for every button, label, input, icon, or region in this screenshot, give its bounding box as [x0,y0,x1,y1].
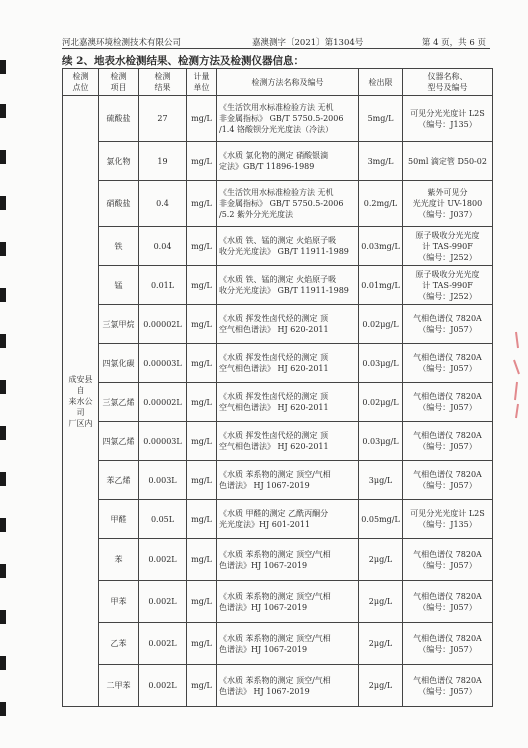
cell-method: 《水质 铁、锰的测定 火焰原子吸 收分光光度法》 GB/T 11911-1989 [217,266,359,305]
cell-instrument: 原子吸收分光光度 计 TAS-990F （编号：J252） [403,266,493,305]
cell-method: 《水质 甲醛的测定 乙酰丙酮分 光光度法》HJ 601-2011 [217,500,359,539]
cell-instrument: 气相色谱仪 7820A （编号：J057） [403,305,493,344]
table-row [63,461,493,500]
cell-method: 《水质 苯系物的测定 顶空/气相 色谱法》 HJ 1067-2019 [217,461,359,500]
cell-instrument: 气相色谱仪 7820A （编号：J057） [403,461,493,500]
cell-limit: 0.02μg/L [359,383,403,422]
cell-limit: 0.03mg/L [359,227,403,266]
cell-item: 硝酸盐 [99,181,139,227]
cell-limit: 0.03μg/L [359,422,403,461]
cell-method: 《水质 苯系物的测定 顶空/气相 色谱法》HJ 1067-2019 [217,539,359,581]
cell-unit: mg/L [187,500,217,539]
table-row [63,623,493,665]
cell-result: 0.01L [139,266,187,305]
header-instrument: 仪器名称、 型号及编号 [403,69,493,96]
cell-unit: mg/L [187,266,217,305]
cell-unit: mg/L [187,581,217,623]
cell-unit: mg/L [187,96,217,142]
cell-result: 0.002L [139,581,187,623]
cell-limit: 3μg/L [359,461,403,500]
header-method: 检测方法名称及编号 [217,69,359,96]
cell-method: 《水质 氯化物的测定 硝酸银滴 定法》GB/T 11896-1989 [217,142,359,181]
binding-strip [0,0,9,748]
cell-unit: mg/L [187,665,217,707]
header-limit: 检出限 [359,69,403,96]
cell-instrument: 50ml 滴定管 D50-02 [403,142,493,181]
cell-unit: mg/L [187,227,217,266]
cell-instrument: 原子吸收分光光度 计 TAS-990F （编号：J252） [403,227,493,266]
cell-unit: mg/L [187,623,217,665]
report-number: 嘉澳测字〔2021〕第1304号 [252,38,364,48]
cell-limit: 2μg/L [359,539,403,581]
cell-method: 《水质 苯系物的测定 顶空/气相 色谱法》HJ 1067-2019 [217,623,359,665]
cell-unit: mg/L [187,383,217,422]
cell-item: 四氯化碳 [99,344,139,383]
cell-limit: 2μg/L [359,623,403,665]
cell-method: 《水质 铁、锰的测定 火焰原子吸 收分光光度法》 GB/T 11911-1989 [217,227,359,266]
header-location: 检测 点位 [63,69,99,96]
cell-unit: mg/L [187,305,217,344]
cell-instrument: 气相色谱仪 7820A （编号：J057） [403,344,493,383]
cell-item: 苯乙烯 [99,461,139,500]
cell-limit: 0.01mg/L [359,266,403,305]
cell-limit: 0.02μg/L [359,305,403,344]
table-row [63,227,493,266]
cell-instrument: 气相色谱仪 7820A （编号：J057） [403,623,493,665]
cell-limit: 3mg/L [359,142,403,181]
cell-instrument: 可见分光光度计 L2S （编号：J135） [403,500,493,539]
table-row [63,305,493,344]
cell-method: 《水质 苯系物的测定 顶空/气相 色谱法》 HJ 1067-2019 [217,665,359,707]
cell-unit: mg/L [187,142,217,181]
cell-limit: 0.03μg/L [359,344,403,383]
cell-method: 《水质 挥发性卤代烃的测定 顶 空气相色谱法》 HJ 620-2011 [217,422,359,461]
seal-stamp-fragment [508,330,522,420]
cell-item: 甲醛 [99,500,139,539]
table-row [63,383,493,422]
cell-result: 27 [139,96,187,142]
cell-limit: 2μg/L [359,665,403,707]
cell-item: 硫酸盐 [99,96,139,142]
table-row [63,96,493,142]
header-divider [62,48,490,49]
cell-item: 苯 [99,539,139,581]
company-name: 河北嘉澳环境检测技术有限公司 [62,38,182,48]
page-number: 第 4 页，共 6 页 [421,38,486,48]
cell-result: 0.00003L [139,422,187,461]
header-item: 检测 项目 [99,69,139,96]
cell-result: 0.002L [139,623,187,665]
table-row [63,500,493,539]
cell-method: 《水质 挥发性卤代烃的测定 顶 空气相色谱法》 HJ 620-2011 [217,383,359,422]
cell-instrument: 可见分光光度计 L2S （编号：J135） [403,96,493,142]
cell-result: 0.00002L [139,383,187,422]
cell-result: 0.002L [139,539,187,581]
cell-item: 氯化物 [99,142,139,181]
table-row [63,344,493,383]
cell-item: 铁 [99,227,139,266]
cell-item: 乙苯 [99,623,139,665]
table-header-row [63,69,493,96]
table-row [63,422,493,461]
table-row [63,266,493,305]
page-header [62,36,486,48]
header-unit: 计量 单位 [187,69,217,96]
cell-limit: 5mg/L [359,96,403,142]
section-title: 续 2、地表水检测结果、检测方法及检测仪器信息： [62,55,304,67]
cell-item: 二甲苯 [99,665,139,707]
cell-item: 三氯乙烯 [99,383,139,422]
cell-instrument: 气相色谱仪 7820A （编号：J057） [403,539,493,581]
cell-instrument: 气相色谱仪 7820A （编号：J057） [403,383,493,422]
cell-item: 锰 [99,266,139,305]
cell-result: 19 [139,142,187,181]
table-row [63,142,493,181]
cell-instrument: 气相色谱仪 7820A （编号：J057） [403,581,493,623]
cell-limit: 0.05mg/L [359,500,403,539]
table-row [63,581,493,623]
cell-result: 0.05L [139,500,187,539]
cell-limit: 0.2mg/L [359,181,403,227]
cell-method: 《水质 挥发性卤代烃的测定 顶 空气相色谱法》 HJ 620-2011 [217,305,359,344]
cell-result: 0.00002L [139,305,187,344]
header-result: 检测 结果 [139,69,187,96]
table-row [63,539,493,581]
cell-instrument: 气相色谱仪 7820A （编号：J057） [403,665,493,707]
results-table [62,68,493,707]
cell-unit: mg/L [187,344,217,383]
cell-item: 四氯乙烯 [99,422,139,461]
cell-limit: 2μg/L [359,581,403,623]
cell-method: 《生活饮用水标准检验方法 无机 非金属指标》 GB/T 5750.5-2006 /5.2 紫外分光光度法 [217,181,359,227]
cell-method: 《水质 苯系物的测定 顶空/气相 色谱法》HJ 1067-2019 [217,581,359,623]
cell-result: 0.4 [139,181,187,227]
cell-result: 0.00003L [139,344,187,383]
cell-unit: mg/L [187,181,217,227]
cell-instrument: 气相色谱仪 7820A （编号：J057） [403,422,493,461]
cell-unit: mg/L [187,539,217,581]
cell-unit: mg/L [187,422,217,461]
cell-instrument: 紫外可见分 光光度计 UV-1800 （编号：J037） [403,181,493,227]
table-row [63,665,493,707]
cell-result: 0.002L [139,665,187,707]
cell-result: 0.04 [139,227,187,266]
cell-unit: mg/L [187,461,217,500]
cell-result: 0.003L [139,461,187,500]
cell-item: 三氯甲烷 [99,305,139,344]
cell-method: 《生活饮用水标准检验方法 无机 非金属指标》 GB/T 5750.5-2006 /1.4 铬酸钡分光光度法（冷法） [217,96,359,142]
cell-item: 甲苯 [99,581,139,623]
cell-method: 《水质 挥发性卤代烃的测定 顶 空气相色谱法》 HJ 620-2011 [217,344,359,383]
cell-location: 成安县自 来水公司 厂区内 [63,96,99,707]
table-row [63,181,493,227]
